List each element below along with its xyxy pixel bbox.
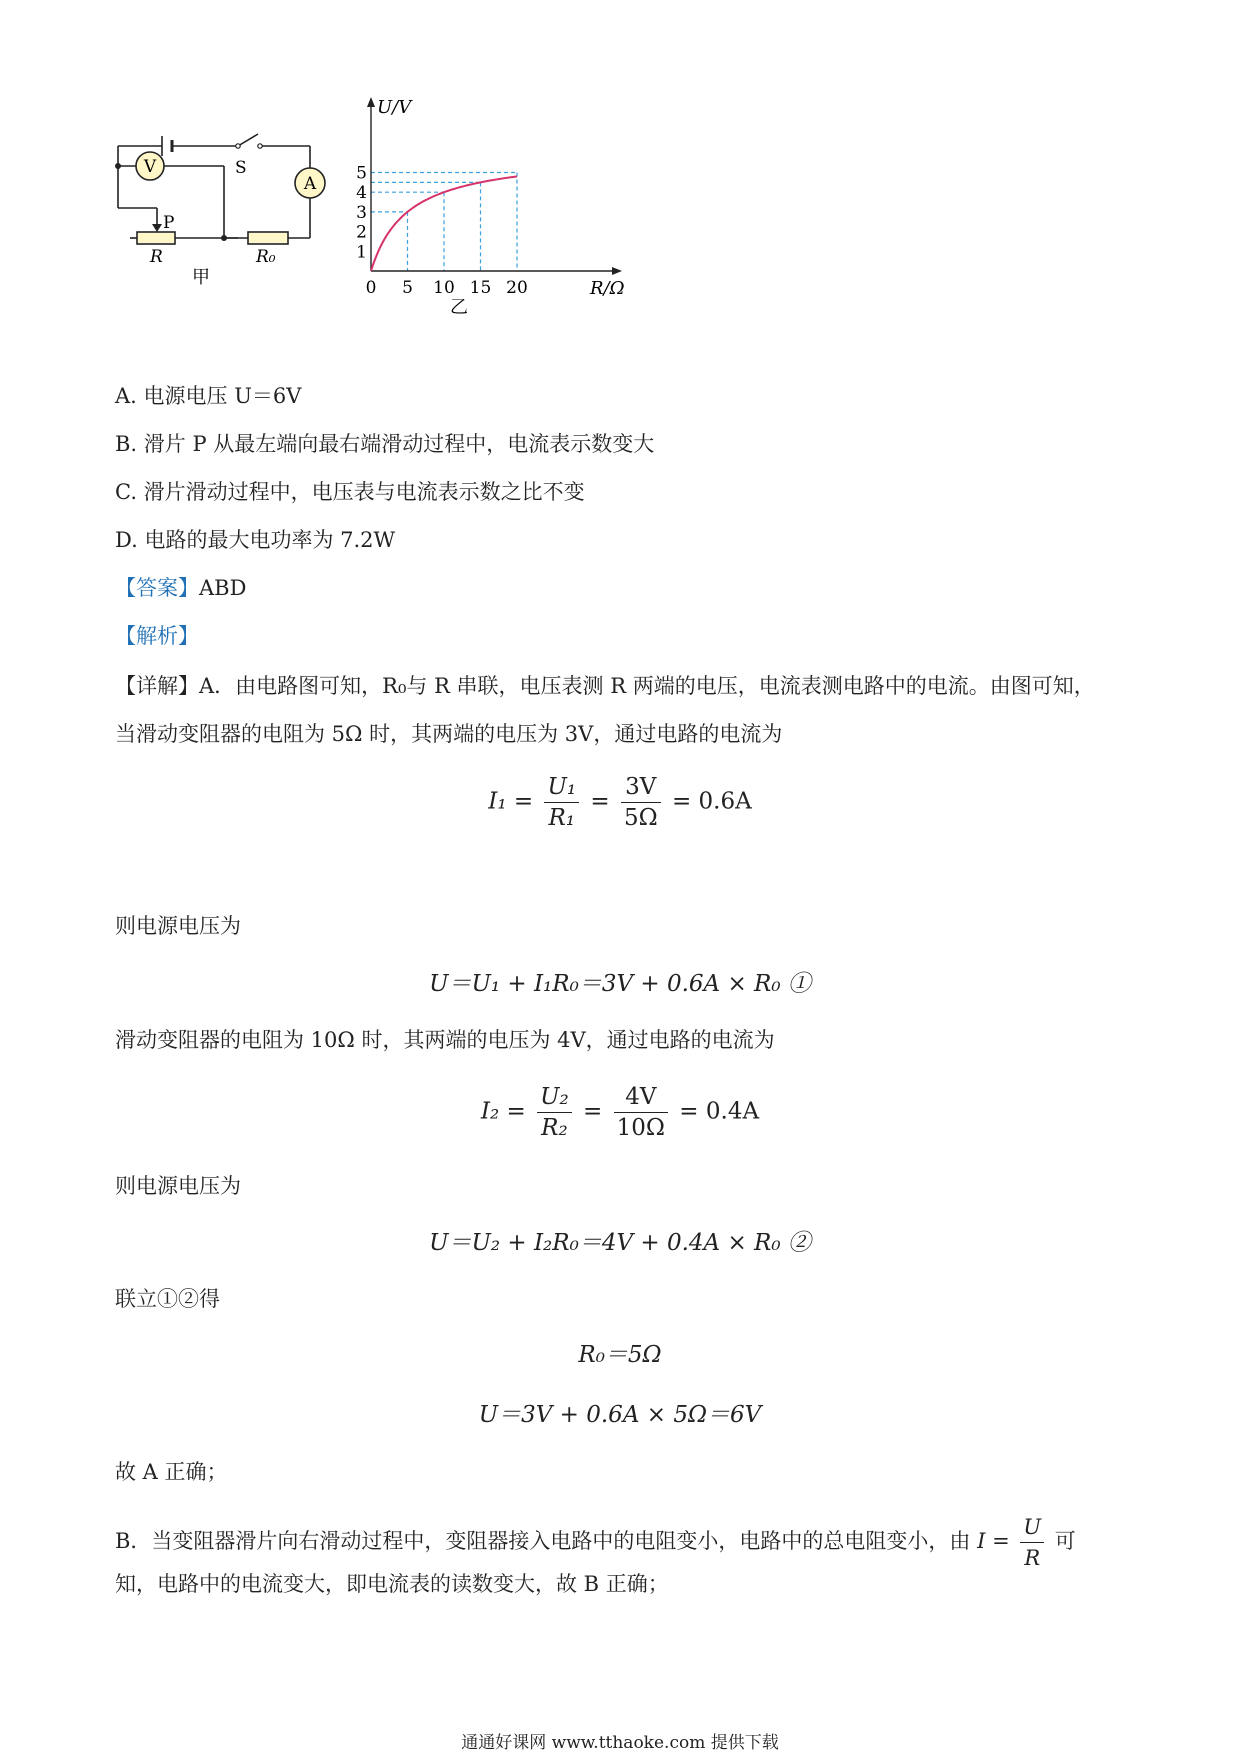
y-axis-label: U/V — [377, 97, 412, 118]
option-c: C. 滑片滑动过程中，电压表与电流表示数之比不变 — [115, 480, 585, 504]
rheostat-label: R — [150, 247, 163, 267]
y-tick-label-0: 1 — [356, 242, 367, 263]
x-tick-label-2: 10 — [433, 278, 455, 298]
chart-caption: 乙 — [450, 297, 468, 318]
figure-jia-caption: 甲 — [192, 267, 210, 288]
y-tick-label-2: 3 — [356, 202, 367, 223]
detail-line-1 — [115, 670, 1095, 700]
eq1-den1: R₁ — [548, 805, 576, 831]
text-b-formula-lhs: I = — [977, 1529, 1010, 1553]
text-b-after: 可 — [1054, 1529, 1076, 1553]
answer-line — [115, 572, 246, 602]
text-b-formula-den: R — [1024, 1546, 1041, 1570]
eq1-fraction-2 — [621, 772, 661, 833]
eq1-equals: = — [590, 788, 610, 815]
eq1-num2: 3V — [621, 772, 661, 803]
switch-label: S — [235, 158, 247, 178]
eq1-den2: 5Ω — [623, 805, 658, 831]
eq3-equals: = — [583, 1098, 603, 1125]
answer-label: 【答案】 — [115, 576, 199, 600]
eq3-den1: R₂ — [541, 1115, 568, 1141]
x-axis-label: R/Ω — [590, 278, 625, 299]
x-tick-label-3: 15 — [469, 278, 492, 298]
eq3-fraction-1 — [537, 1082, 572, 1143]
text-source-1: 则电源电压为 — [115, 914, 241, 938]
eq1-lhs: I₁ = — [488, 788, 534, 815]
text-b-line-2: 知，电路中的电流变大，即电流表的读数变大，故 B 正确； — [115, 1572, 669, 1596]
x-tick-label-1: 5 — [402, 278, 413, 298]
eq3-den2: 10Ω — [616, 1115, 665, 1141]
y-tick-label-3: 4 — [356, 183, 367, 204]
equation-5: R₀＝5Ω — [578, 1342, 662, 1368]
detail-label: 【详解】 — [115, 674, 199, 698]
page-footer: 通通好课网 www.tthaoke.com 提供下载 — [461, 1733, 779, 1753]
circuit-diagram — [100, 120, 340, 320]
equation-1 — [0, 772, 1240, 833]
eq1-rhs: = 0.6A — [671, 788, 752, 815]
u-r-chart — [340, 95, 640, 320]
equation-3 — [0, 1082, 1240, 1143]
eq3-fraction-2 — [614, 1082, 668, 1143]
option-d: D. 电路的最大电功率为 7.2W — [115, 528, 396, 552]
text-10ohm: 滑动变阻器的电阻为 10Ω 时，其两端的电压为 4V，通过电路的电流为 — [115, 1028, 775, 1052]
text-b-line-1 — [115, 1512, 1076, 1573]
option-a: A. 电源电压 U＝6V — [115, 384, 302, 408]
voltmeter-label: V — [143, 157, 157, 177]
text-source-2: 则电源电压为 — [115, 1174, 241, 1198]
analysis-label: 【解析】 — [115, 624, 199, 648]
text-combine: 联立①②得 — [115, 1287, 220, 1311]
eq3-rhs: = 0.4A — [679, 1098, 760, 1125]
text-b-formula-num: U — [1020, 1512, 1044, 1543]
answer-value: ABD — [199, 576, 247, 600]
ammeter-label: A — [303, 174, 317, 194]
text-b-1: B．当变阻器滑片向右滑动过程中，变阻器接入电路中的电阻变小，电路中的总电阻变小，由 — [115, 1529, 971, 1553]
y-tick-label-4: 5 — [356, 163, 367, 184]
eq1-num1: U₁ — [544, 772, 579, 803]
eq3-lhs: I₂ = — [480, 1098, 526, 1125]
y-tick-label-1: 2 — [356, 222, 367, 243]
option-b: B. 滑片 P 从最左端向最右端滑动过程中，电流表示数变大 — [115, 432, 655, 456]
detail-line-2: 当滑动变阻器的电阻为 5Ω 时，其两端的电压为 3V，通过电路的电流为 — [115, 722, 783, 746]
slider-label: P — [163, 213, 175, 233]
equation-4: U＝U₂ + I₂R₀＝4V + 0.4A × R₀ ② — [429, 1230, 811, 1256]
x-tick-label-0: 0 — [365, 278, 377, 298]
equation-6: U＝3V + 0.6A × 5Ω＝6V — [478, 1402, 762, 1428]
eq1-fraction-1 — [544, 772, 579, 833]
resistor-label: R₀ — [256, 247, 276, 267]
detail-text-1: A．由电路图可知，R₀与 R 串联，电压表测 R 两端的电压，电流表测电路中的电流。由图可知， — [199, 674, 1095, 698]
text-b-formula-fraction — [1020, 1512, 1044, 1573]
text-a-correct: 故 A 正确； — [115, 1460, 228, 1484]
eq3-num2: 4V — [614, 1082, 668, 1113]
equation-2: U＝U₁ + I₁R₀＝3V + 0.6A × R₀ ① — [429, 971, 811, 997]
eq3-num1: U₂ — [537, 1082, 572, 1113]
x-tick-label-4: 20 — [506, 278, 528, 298]
